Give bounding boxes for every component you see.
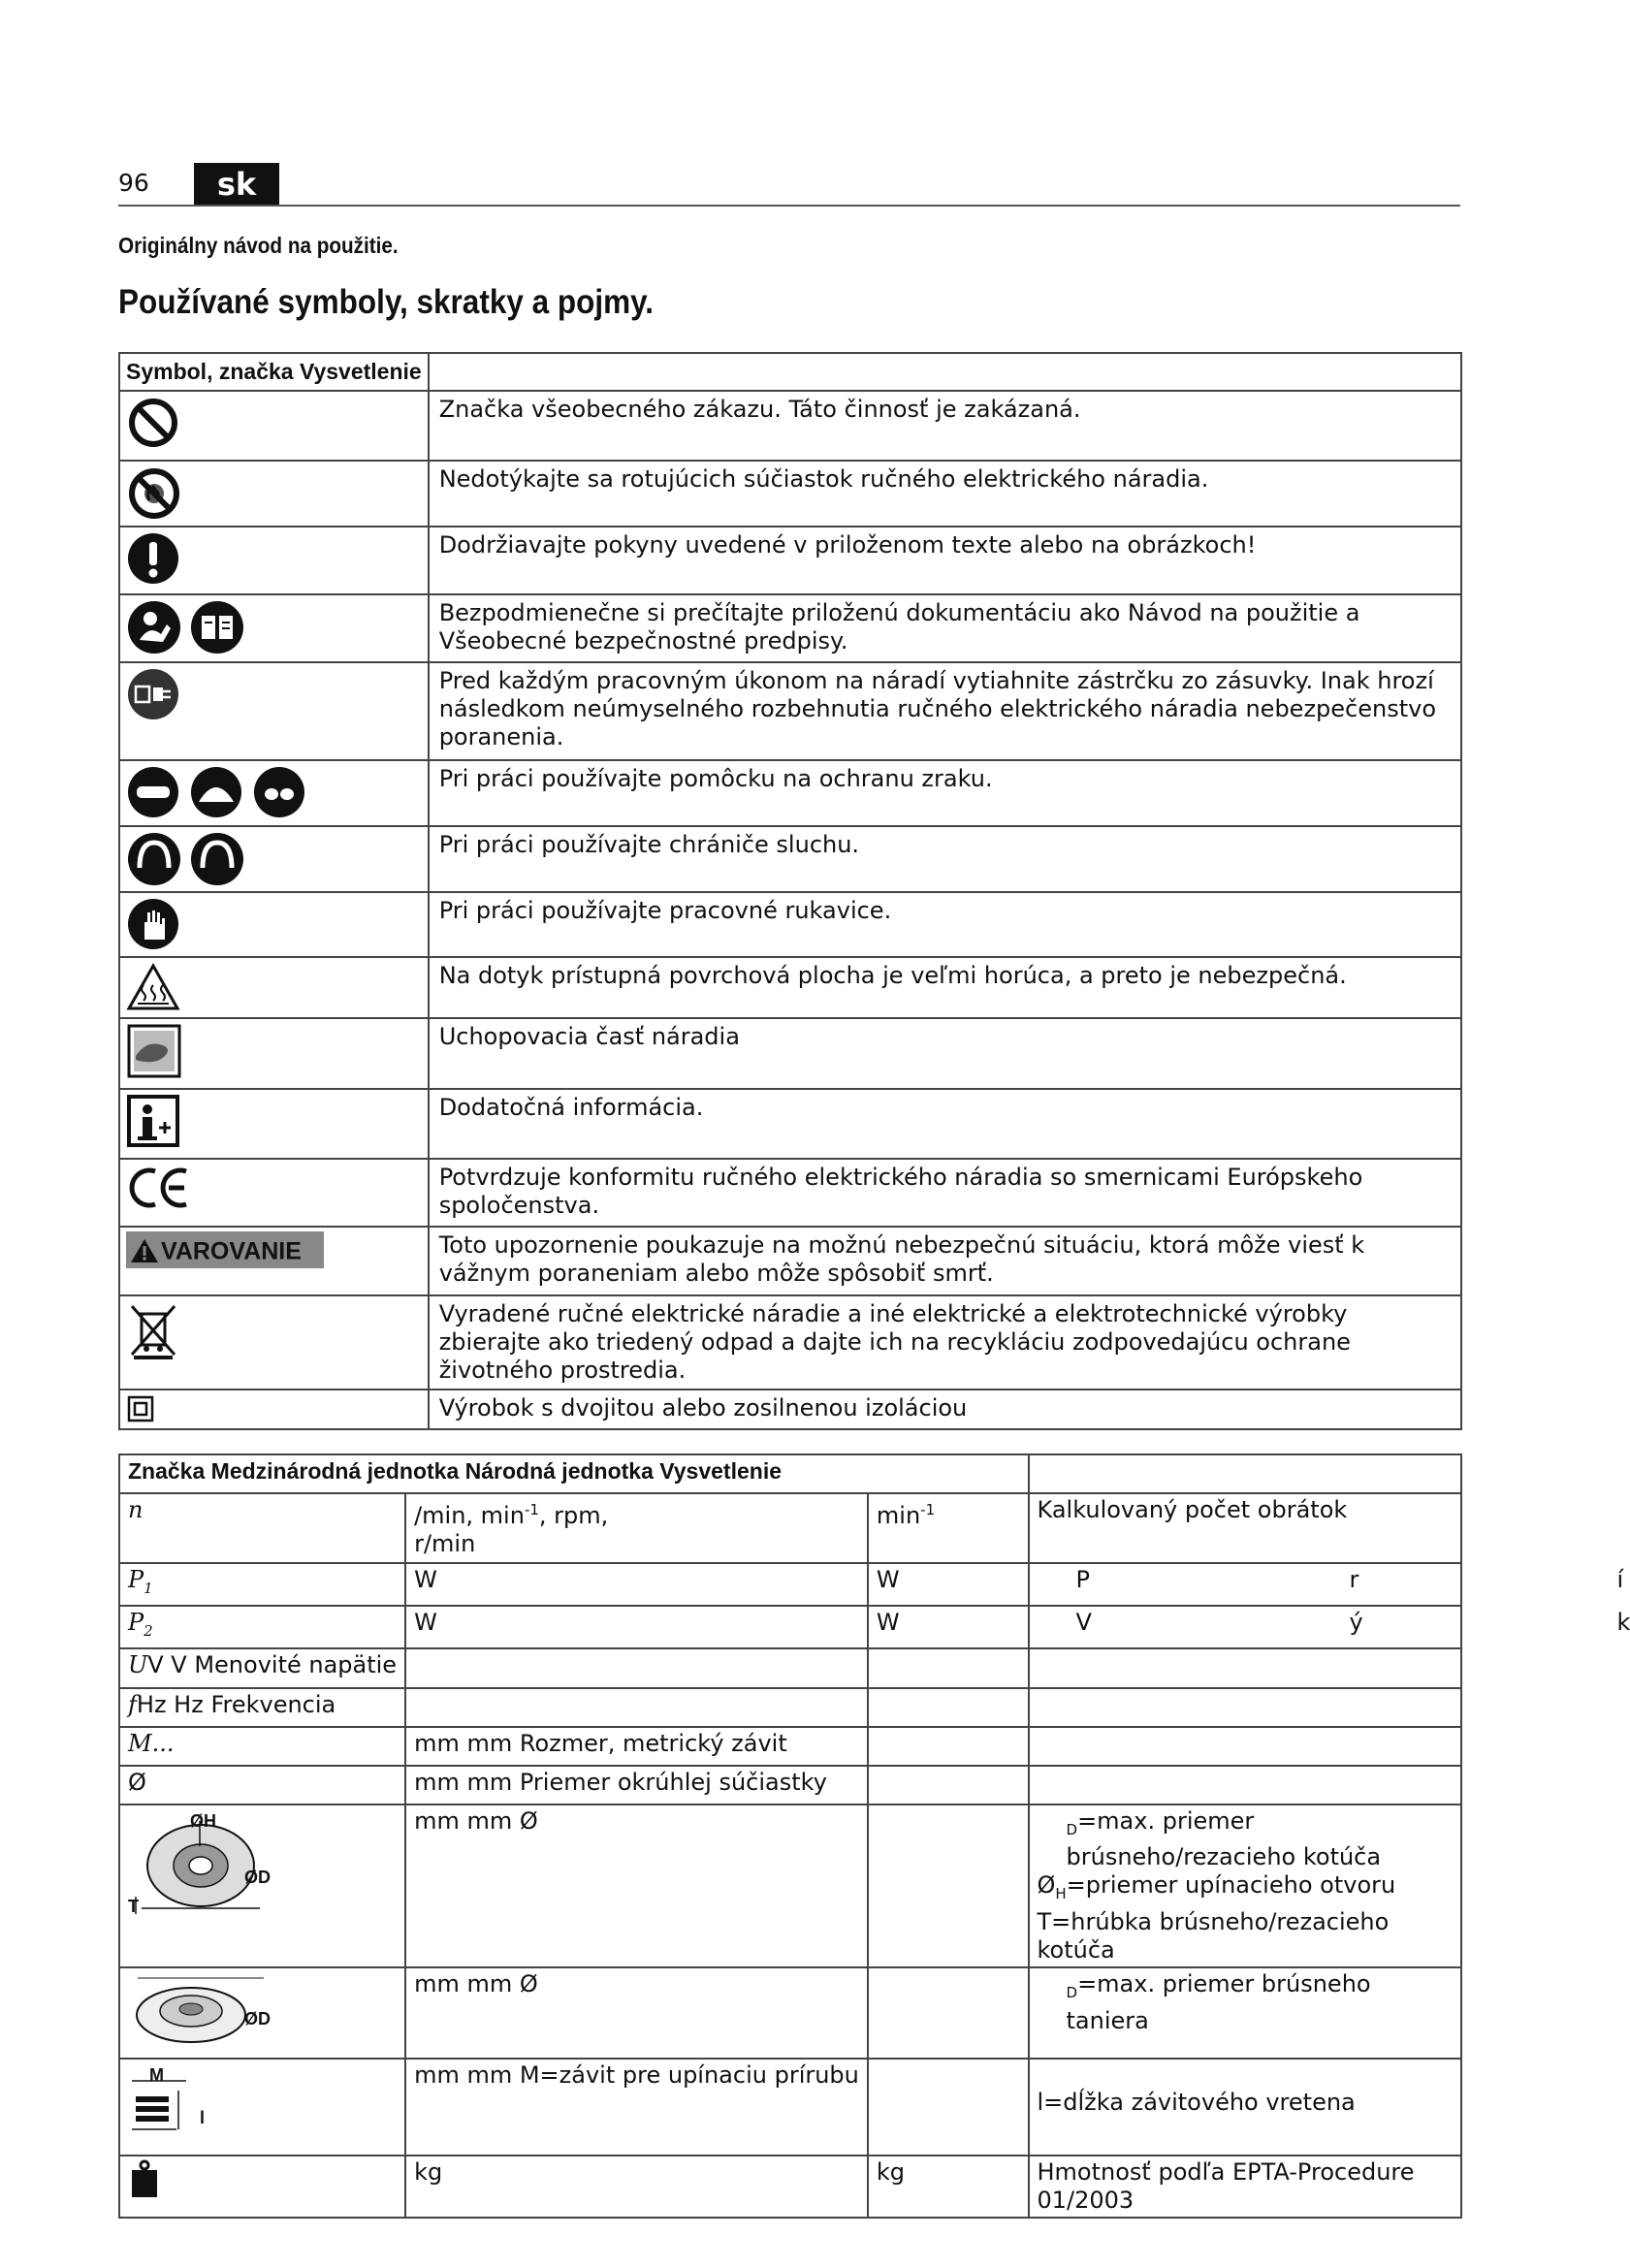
table-row	[119, 391, 1461, 461]
unplug-icon	[126, 667, 180, 694]
table-row: kg kg Hmotnosť podľa EPTA-Procedure 01/2003	[119, 2156, 1461, 2218]
symbol-description: Toto upozornenie poukazuje na možnú nebezpečnú situáciu, ktorá môže viesť k vážnym poraneniam alebo môže spôsobiť smrť.	[429, 1227, 1461, 1295]
weee-bin-icon	[126, 1300, 180, 1327]
table-row	[119, 1227, 1461, 1295]
symbols-table	[118, 352, 1462, 1430]
table-row	[119, 1159, 1461, 1227]
symbol-description: Značka všeobecného zákazu. Táto činnosť je zakázaná.	[429, 391, 1461, 461]
sanding-pad-figure: ØD	[128, 1970, 283, 2054]
unit-national: $\min^{-1}$	[868, 1493, 1029, 1563]
symbol-description: Pri práci používajte chrániče sluchu.	[429, 826, 1461, 892]
symbol-description: Uchopovacia časť náradia	[429, 1018, 1461, 1089]
grip-icon	[126, 1023, 182, 1050]
unit-description: $_D$=max. priemer brúsneho/rezacieho kotúča $Ø_H=priemer$ upínacieho otvoru T=hrúbka brúsneho/rezacieho kotúča	[1029, 1805, 1462, 1968]
table-row: ØD mm mm Ø $_D$=max. priemer brúsneho taniera	[119, 1967, 1461, 2059]
symbol-description: Pri práci používajte pomôcku na ochranu zraku.	[429, 760, 1461, 826]
info-icon	[126, 1094, 182, 1121]
symbol-description: Potvrdzuje konformitu ručného elektrického náradia so smernicami Európskeho spoločenstva.	[429, 1159, 1461, 1227]
table-row	[119, 527, 1461, 594]
unit-description: Kalkulovaný počet obrátok	[1029, 1493, 1462, 1563]
no-touch-rotating-icon	[126, 465, 182, 493]
table-row	[119, 1295, 1461, 1390]
prohibition-icon	[126, 396, 180, 423]
warning-label-icon: VAROVANIE	[126, 1231, 324, 1268]
unit-description: l=dĺžka závitového vretena	[1029, 2059, 1462, 2156]
table-row: M l mm mm M=závit pre upínaciu prírubu l=dĺžka závitového vretena	[119, 2059, 1461, 2156]
table-row: $P_1$ W W P r í	[119, 1563, 1461, 1606]
table-row	[119, 1089, 1461, 1159]
weight-icon	[128, 2158, 161, 2186]
symbol-description: Dodatočná informácia.	[429, 1089, 1461, 1159]
table-row	[119, 1018, 1461, 1089]
table-row	[119, 461, 1461, 527]
eye-protection-icon	[126, 765, 306, 792]
table-header-row	[119, 353, 1461, 391]
symbol-description: Nedotýkajte sa rotujúcich súčiastok ručného elektrického náradia.	[429, 461, 1461, 527]
table-row	[119, 957, 1461, 1018]
unit-intl: /min, $\min^{-1}$, rpm, r/min	[405, 1493, 868, 1563]
table-row: UV V Menovité napätie	[119, 1648, 1461, 1688]
table-row: ØH ØD T mm mm Ø $_D$=max. priemer brúsneho/rezacieho kotúča $Ø_H=priemer$ upínacieho otvoru T=hrúbka brúsneho/rezacieho kotúča	[119, 1805, 1461, 1968]
table-row: Ø mm mm Priemer okrúhlej súčiastky	[119, 1766, 1461, 1805]
table-row	[119, 662, 1461, 760]
symbol-description: Pri práci používajte pracovné rukavice.	[429, 892, 1461, 957]
units-table	[118, 1453, 1630, 2219]
symbol-description: Vyradené ručné elektrické náradie a iné elektrické a elektrotechnické výrobky zbierajte ako triedený odpad a dajte ich na recykláciu zodpovedajúcu ochrane životného prostredia.	[429, 1295, 1461, 1390]
table-row	[119, 1390, 1461, 1429]
table-header: Značka Medzinárodná jednotka Národná jednotka Vysvetlenie	[119, 1454, 1029, 1493]
hearing-protection-icon	[126, 831, 246, 858]
symbol-description: Výrobok s dvojitou alebo zosilnenou izoláciou	[429, 1390, 1461, 1429]
table-row: $P_2$ W W V ý k	[119, 1606, 1461, 1648]
language-tab: sk	[194, 163, 279, 206]
symbol-description: Bezpodmienečne si prečítajte priloženú dokumentáciu ako Návod na použitie a Všeobecné bezpečnostné predpisy.	[429, 594, 1461, 662]
grinding-disc-figure: ØH ØD T	[128, 1810, 271, 1916]
symbol-description: Pred každým pracovným úkonom na náradí vytiahnite zástrčku zo zásuvky. Inak hrozí následkom neúmyselného rozbehnutia ručného elektrického náradia nebezpečenstvo poranenia.	[429, 662, 1461, 760]
hot-surface-icon	[126, 962, 180, 989]
ce-mark-icon	[126, 1164, 194, 1191]
table-row	[119, 826, 1461, 892]
table-row: M... mm mm Rozmer, metrický závit	[119, 1727, 1461, 1766]
page-title: Používané symboly, skratky a pojmy.	[118, 283, 655, 321]
read-manual-icon	[126, 599, 252, 626]
header-rule	[118, 205, 1460, 207]
table-row	[119, 760, 1461, 826]
table-row	[119, 892, 1461, 957]
table-row: n /min, $\min^{-1}$, rpm, r/min $\min^{-1}$ Kalkulovaný počet obrátok	[119, 1493, 1461, 1563]
unit-description: $_D$=max. priemer brúsneho taniera	[1029, 1967, 1462, 2059]
page-number: 96	[118, 169, 149, 197]
table-row: fHz Hz Frekvencia	[119, 1688, 1461, 1727]
table-header: Symbol, značka Vysvetlenie	[119, 353, 429, 391]
table-row	[119, 594, 1461, 662]
document-subtitle: Originálny návod na použitie.	[118, 233, 399, 258]
double-insulation-icon	[126, 1394, 155, 1421]
exclamation-icon	[126, 531, 180, 559]
spindle-thread-figure: M l	[128, 2061, 225, 2151]
symbol-description: Dodržiavajte pokyny uvedené v priloženom texte alebo na obrázkoch!	[429, 527, 1461, 594]
table-header-row	[119, 1454, 1461, 1493]
symbol-description: Na dotyk prístupná povrchová plocha je veľmi horúca, a preto je nebezpečná.	[429, 957, 1461, 1018]
unit-description: Hmotnosť podľa EPTA-Procedure 01/2003	[1029, 2156, 1462, 2218]
gloves-icon	[126, 897, 180, 924]
